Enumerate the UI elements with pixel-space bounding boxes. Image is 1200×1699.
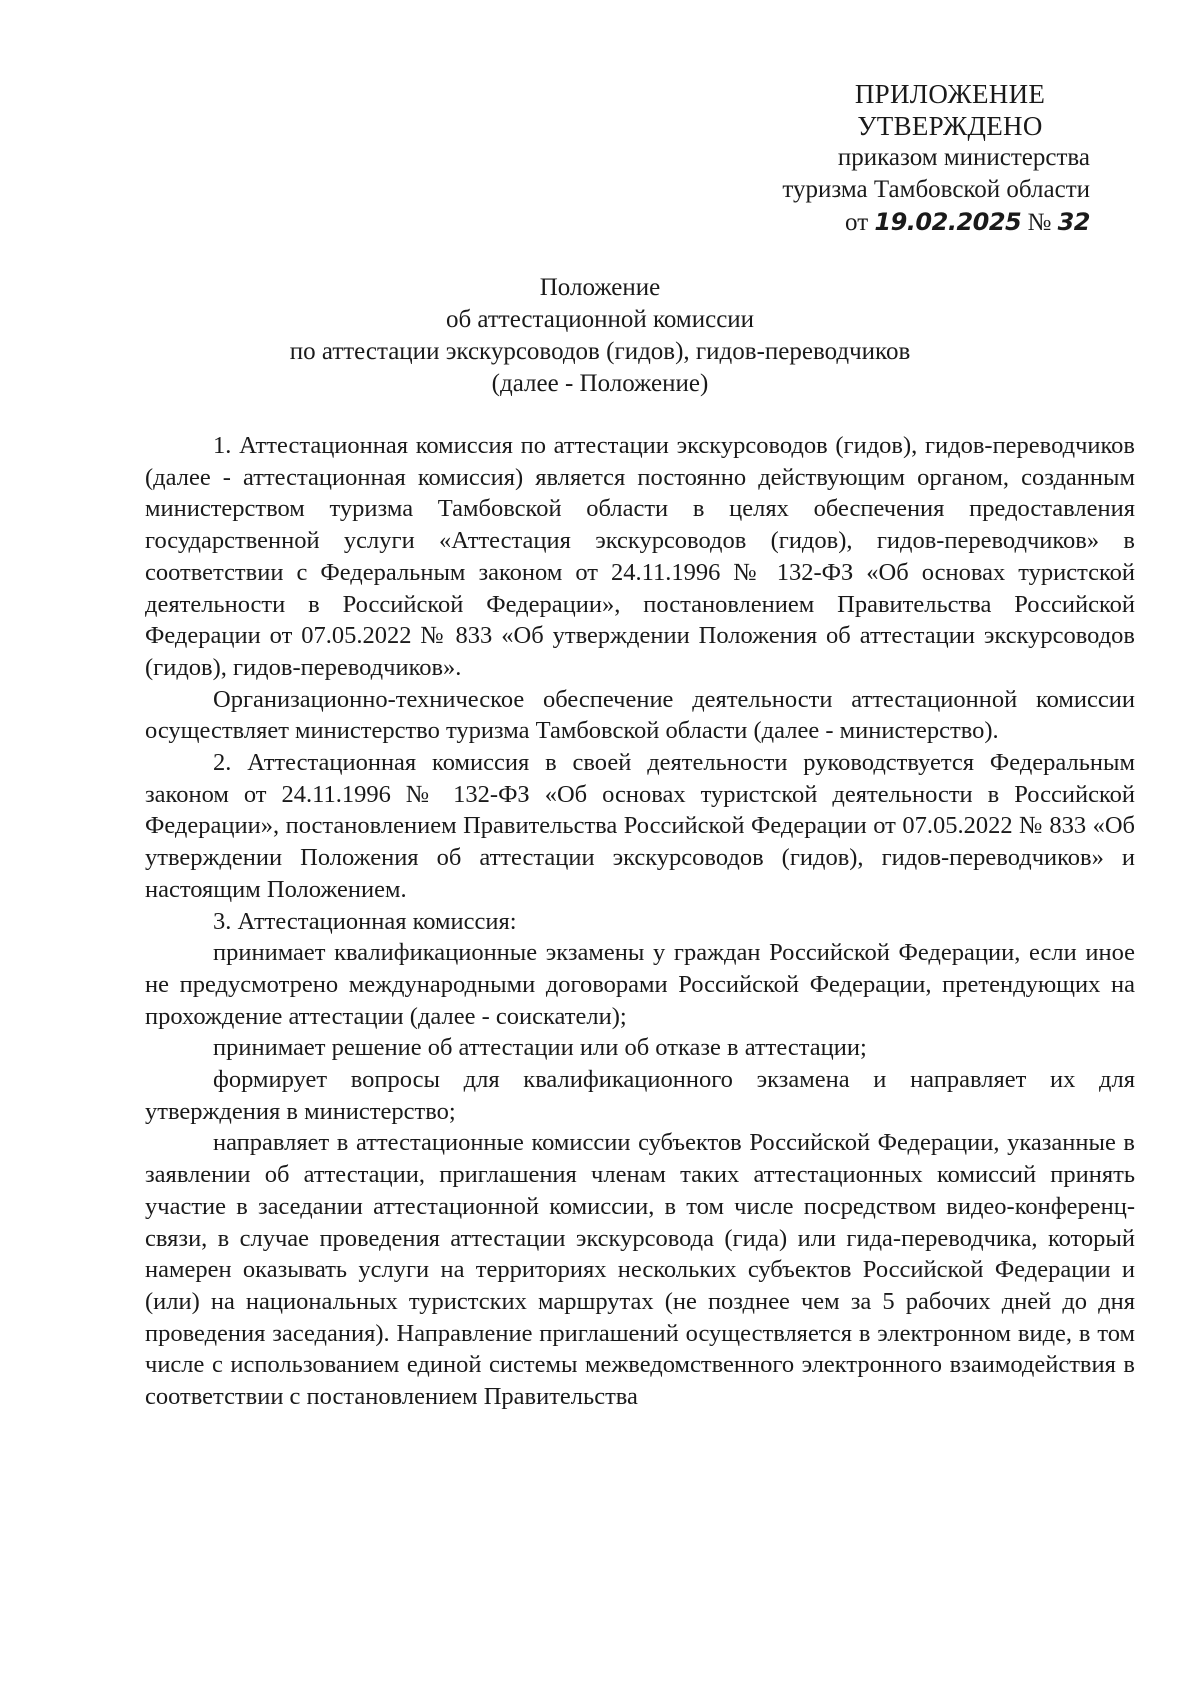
title-line-2: об аттестационной комиссии — [445, 306, 755, 333]
approval-stamp-block — [730, 78, 1090, 239]
paragraph-1: 1. Аттестационная комиссия по аттестации экскурсоводов (гидов), гидов-переводчиков (далее - аттестационная комиссия) является постоянно действующим органом, созданным министерством туризма Тамбовской области в целях обеспечения предоставления государственной услуги «Аттестация экскурсоводов (гидов), гидов-переводчиков» в соответствии с Федеральным законом от 24.11.1996 № 132-ФЗ «Об основах туристской деятельности в Российской Федерации», постановлением Правительства Российской Федерации от 07.05.2022 № 833 «Об утверждении Положения об аттестации экскурсоводов (гидов), гидов-переводчиков». — [145, 432, 1135, 681]
handwritten-date: 19.02.2025 — [874, 208, 1022, 236]
order-date-number — [730, 206, 1090, 239]
from-label: от — [845, 209, 869, 236]
paragraph-6: принимает решение об аттестации или об отказе в аттестации; — [213, 1034, 867, 1062]
paragraph-3: 2. Аттестационная комиссия в своей деятельности руководствуется Федеральным законом от 24.11.1996 № 132-ФЗ «Об основах туристской деятельности в Российской Федерации», постановлением Правительства Российской Федерации от 07.05.2022 № 833 «Об утверждении Положения об аттестации экскурсоводов (гидов), гидов-переводчиков» и настоящим Положением. — [145, 749, 1135, 903]
order-line-1: приказом министерства — [837, 144, 1090, 171]
document-body — [145, 430, 1135, 1413]
handwritten-number: 32 — [1057, 208, 1090, 236]
document-title — [140, 272, 1060, 400]
order-line-2: туризма Тамбовской области — [782, 176, 1090, 203]
title-line-3: по аттестации экскурсоводов (гидов), гидов-переводчиков — [289, 338, 911, 365]
title-line-4: (далее - Положение) — [491, 370, 709, 397]
paragraph-5: принимает квалификационные экзамены у граждан Российской Федерации, если иное не предусмотрено международными договорами Российской Федерации, претендующих на прохождение аттестации (далее - соискатели); — [145, 939, 1135, 1030]
paragraph-8: направляет в аттестационные комиссии субъектов Российской Федерации, указанные в заявлении об аттестации, приглашения членам таких аттестационных комиссий принять участие в заседании аттестационной комиссии, в том числе посредством видео-конференц-связи, в случае проведения аттестации экскурсовода (гида) или гида-переводчика, который намерен оказывать услуги на территориях нескольких субъектов Российской Федерации и (или) на национальных туристских маршрутах (не позднее чем за 5 рабочих дней до дня проведения заседания). Направление приглашений осуществляется в электронном виде, в том числе с использованием единой системы межведомственного электронного взаимодействия в соответствии с постановлением Правительства — [145, 1129, 1135, 1411]
paragraph-7: формирует вопросы для квалификационного экзамена и направляет их для утверждения в министерство; — [145, 1066, 1135, 1125]
title-line-1: Положение — [539, 274, 661, 301]
number-label: № — [1027, 209, 1052, 236]
approved-label: УТВЕРЖДЕНО — [857, 111, 1043, 141]
paragraph-2: Организационно-техническое обеспечение деятельности аттестационной комиссии осуществляет министерство туризма Тамбовской области (далее - министерство). — [145, 685, 1135, 745]
paragraph-4: 3. Аттестационная комиссия: — [213, 907, 517, 935]
appendix-label: ПРИЛОЖЕНИЕ — [854, 79, 1046, 109]
